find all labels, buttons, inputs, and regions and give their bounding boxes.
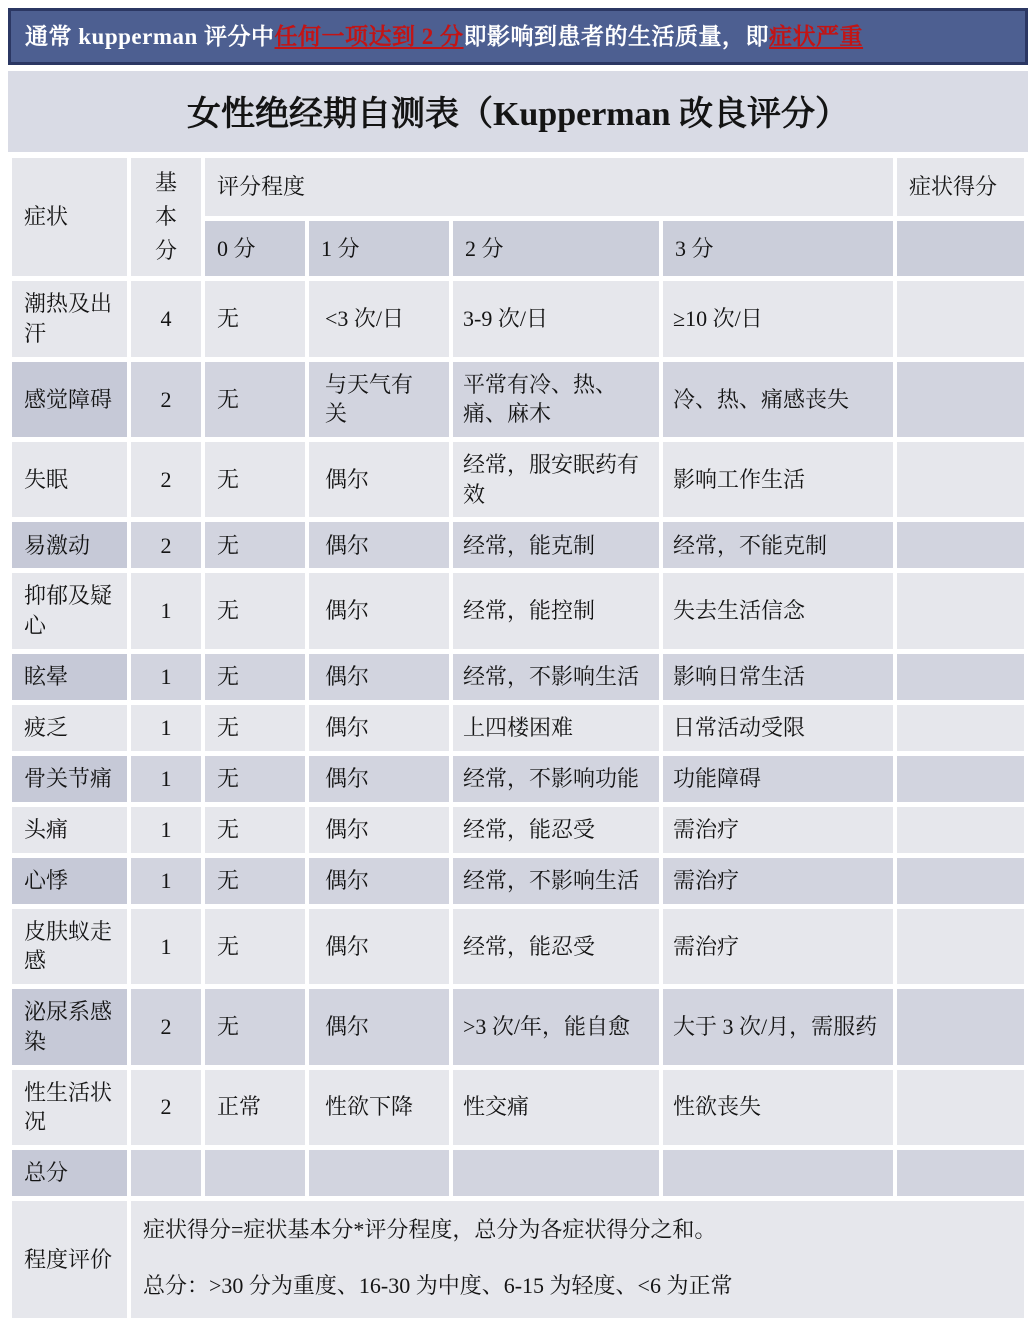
- base-score-cell: 2: [131, 989, 201, 1064]
- total-score-cell: [897, 1150, 1024, 1196]
- table-row: [12, 756, 1024, 802]
- evaluation-label: 程度评价: [12, 1201, 127, 1318]
- symptom-cell: 易激动: [12, 522, 127, 568]
- evaluation-content: [131, 1201, 1024, 1318]
- symptom-cell: 疲乏: [12, 705, 127, 751]
- empty-cell: [663, 1150, 893, 1196]
- col-header-symptom-score: 症状得分: [897, 158, 1024, 216]
- level-3-cell: 影响工作生活: [663, 442, 893, 517]
- table-row: [12, 705, 1024, 751]
- symptom-cell: 抑郁及疑心: [12, 573, 127, 648]
- base-score-cell: 1: [131, 807, 201, 853]
- empty-cell: [131, 1150, 201, 1196]
- base-score-cell: 2: [131, 1070, 201, 1145]
- level-3-cell: 影响日常生活: [663, 654, 893, 700]
- level-0-cell: 无: [205, 756, 305, 802]
- base-score-cell: 4: [131, 281, 201, 356]
- level-0-cell: 无: [205, 807, 305, 853]
- header-row-1: [12, 158, 1024, 216]
- level-3-cell: 失去生活信念: [663, 573, 893, 648]
- table-row: [12, 573, 1024, 648]
- level-2-cell: 性交痛: [453, 1070, 659, 1145]
- level-1-cell: 偶尔: [309, 756, 449, 802]
- table-row: [12, 442, 1024, 517]
- symptom-cell: 性生活状况: [12, 1070, 127, 1145]
- col-header-level-0: 0 分: [205, 221, 305, 277]
- score-cell: [897, 705, 1024, 751]
- level-0-cell: 无: [205, 362, 305, 437]
- level-1-cell: 偶尔: [309, 705, 449, 751]
- symptom-cell: 心悸: [12, 858, 127, 904]
- symptom-cell: 潮热及出汗: [12, 281, 127, 356]
- level-0-cell: 无: [205, 909, 305, 984]
- symptom-cell: 骨关节痛: [12, 756, 127, 802]
- base-score-cell: 1: [131, 909, 201, 984]
- base-score-cell: 2: [131, 362, 201, 437]
- kupperman-table: [8, 153, 1028, 1323]
- symptom-cell: 头痛: [12, 807, 127, 853]
- notice-bar: [8, 8, 1028, 65]
- level-3-cell: 需治疗: [663, 858, 893, 904]
- base-score-cell: 1: [131, 573, 201, 648]
- level-2-cell: 经常，能控制: [453, 573, 659, 648]
- level-1-cell: 偶尔: [309, 573, 449, 648]
- score-cell: [897, 858, 1024, 904]
- level-1-cell: 与天气有关: [309, 362, 449, 437]
- level-2-cell: 经常，服安眠药有效: [453, 442, 659, 517]
- empty-cell: [205, 1150, 305, 1196]
- level-2-cell: 经常，能克制: [453, 522, 659, 568]
- symptom-cell: 失眠: [12, 442, 127, 517]
- table-footer: [12, 1150, 1024, 1318]
- table-row: [12, 281, 1024, 356]
- col-header-level-2: 2 分: [453, 221, 659, 277]
- notice-highlight: 症状严重: [769, 24, 864, 49]
- level-2-cell: 经常，能忍受: [453, 909, 659, 984]
- level-1-cell: 偶尔: [309, 858, 449, 904]
- level-0-cell: 无: [205, 573, 305, 648]
- score-cell: [897, 522, 1024, 568]
- evaluation-row: [12, 1201, 1024, 1318]
- level-1-cell: 偶尔: [309, 654, 449, 700]
- level-3-cell: 日常活动受限: [663, 705, 893, 751]
- level-0-cell: 无: [205, 281, 305, 356]
- score-cell: [897, 362, 1024, 437]
- score-cell: [897, 989, 1024, 1064]
- level-3-cell: 经常，不能克制: [663, 522, 893, 568]
- col-header-level-3: 3 分: [663, 221, 893, 277]
- level-1-cell: 偶尔: [309, 442, 449, 517]
- notice-segment: 即影响到患者的生活质量，即: [463, 24, 770, 49]
- level-1-cell: 偶尔: [309, 807, 449, 853]
- symptom-score-empty-header: [897, 221, 1024, 277]
- base-score-cell: 2: [131, 522, 201, 568]
- table-row: [12, 989, 1024, 1064]
- level-1-cell: <3 次/日: [309, 281, 449, 356]
- score-cell: [897, 909, 1024, 984]
- empty-cell: [453, 1150, 659, 1196]
- level-1-cell: 偶尔: [309, 522, 449, 568]
- level-3-cell: 功能障碍: [663, 756, 893, 802]
- table-row: [12, 1070, 1024, 1145]
- level-2-cell: >3 次/年，能自愈: [453, 989, 659, 1064]
- score-cell: [897, 756, 1024, 802]
- score-cell: [897, 573, 1024, 648]
- symptom-cell: 泌尿系感染: [12, 989, 127, 1064]
- level-0-cell: 无: [205, 654, 305, 700]
- col-header-rating-level: 评分程度: [205, 158, 893, 216]
- col-header-symptom: 症状: [12, 158, 127, 276]
- col-header-level-1: 1 分: [309, 221, 449, 277]
- table-row: [12, 909, 1024, 984]
- level-3-cell: 大于 3 次/月，需服药: [663, 989, 893, 1064]
- level-3-cell: ≥10 次/日: [663, 281, 893, 356]
- base-score-cell: 1: [131, 654, 201, 700]
- score-cell: [897, 807, 1024, 853]
- level-1-cell: 性欲下降: [309, 1070, 449, 1145]
- col-header-base-score: [131, 158, 201, 276]
- level-2-cell: 经常，不影响生活: [453, 858, 659, 904]
- empty-cell: [309, 1150, 449, 1196]
- table-row: [12, 522, 1024, 568]
- level-2-cell: 经常，不影响生活: [453, 654, 659, 700]
- level-2-cell: 3-9 次/日: [453, 281, 659, 356]
- symptom-cell: 感觉障碍: [12, 362, 127, 437]
- level-2-cell: 上四楼困难: [453, 705, 659, 751]
- level-0-cell: 无: [205, 858, 305, 904]
- level-1-cell: 偶尔: [309, 909, 449, 984]
- level-0-cell: 无: [205, 705, 305, 751]
- symptom-cell: 皮肤蚁走感: [12, 909, 127, 984]
- level-3-cell: 需治疗: [663, 807, 893, 853]
- level-2-cell: 经常，能忍受: [453, 807, 659, 853]
- total-row: [12, 1150, 1024, 1196]
- level-3-cell: 性欲丧失: [663, 1070, 893, 1145]
- score-cell: [897, 442, 1024, 517]
- notice-highlight: 任何一项达到 2 分: [274, 24, 464, 49]
- total-label: 总分: [12, 1150, 127, 1196]
- base-score-cell: 2: [131, 442, 201, 517]
- symptom-cell: 眩晕: [12, 654, 127, 700]
- page-title: 女性绝经期自测表（Kupperman 改良评分）: [8, 71, 1028, 152]
- level-0-cell: 无: [205, 442, 305, 517]
- evaluation-formula: 症状得分=症状基本分*评分程度，总分为各症状得分之和。: [143, 1216, 717, 1242]
- level-0-cell: 正常: [205, 1070, 305, 1145]
- evaluation-grading: 总分：>30 分为重度、16-30 为中度、6-15 为轻度、<6 为正常: [143, 1272, 733, 1298]
- table-row: [12, 807, 1024, 853]
- table-body: [12, 281, 1024, 1145]
- level-3-cell: 需治疗: [663, 909, 893, 984]
- base-score-cell: 1: [131, 858, 201, 904]
- level-0-cell: 无: [205, 522, 305, 568]
- base-score-cell: 1: [131, 705, 201, 751]
- base-score-vertical-label: 基本分: [154, 170, 177, 264]
- level-2-cell: 经常，不影响功能: [453, 756, 659, 802]
- level-3-cell: 冷、热、痛感丧失: [663, 362, 893, 437]
- score-cell: [897, 1070, 1024, 1145]
- notice-segment: 通常 kupperman 评分中: [25, 24, 275, 49]
- base-score-cell: 1: [131, 756, 201, 802]
- table-row: [12, 654, 1024, 700]
- score-cell: [897, 654, 1024, 700]
- level-1-cell: 偶尔: [309, 989, 449, 1064]
- score-cell: [897, 281, 1024, 356]
- table-row: [12, 362, 1024, 437]
- level-2-cell: 平常有冷、热、痛、麻木: [453, 362, 659, 437]
- table-row: [12, 858, 1024, 904]
- level-0-cell: 无: [205, 989, 305, 1064]
